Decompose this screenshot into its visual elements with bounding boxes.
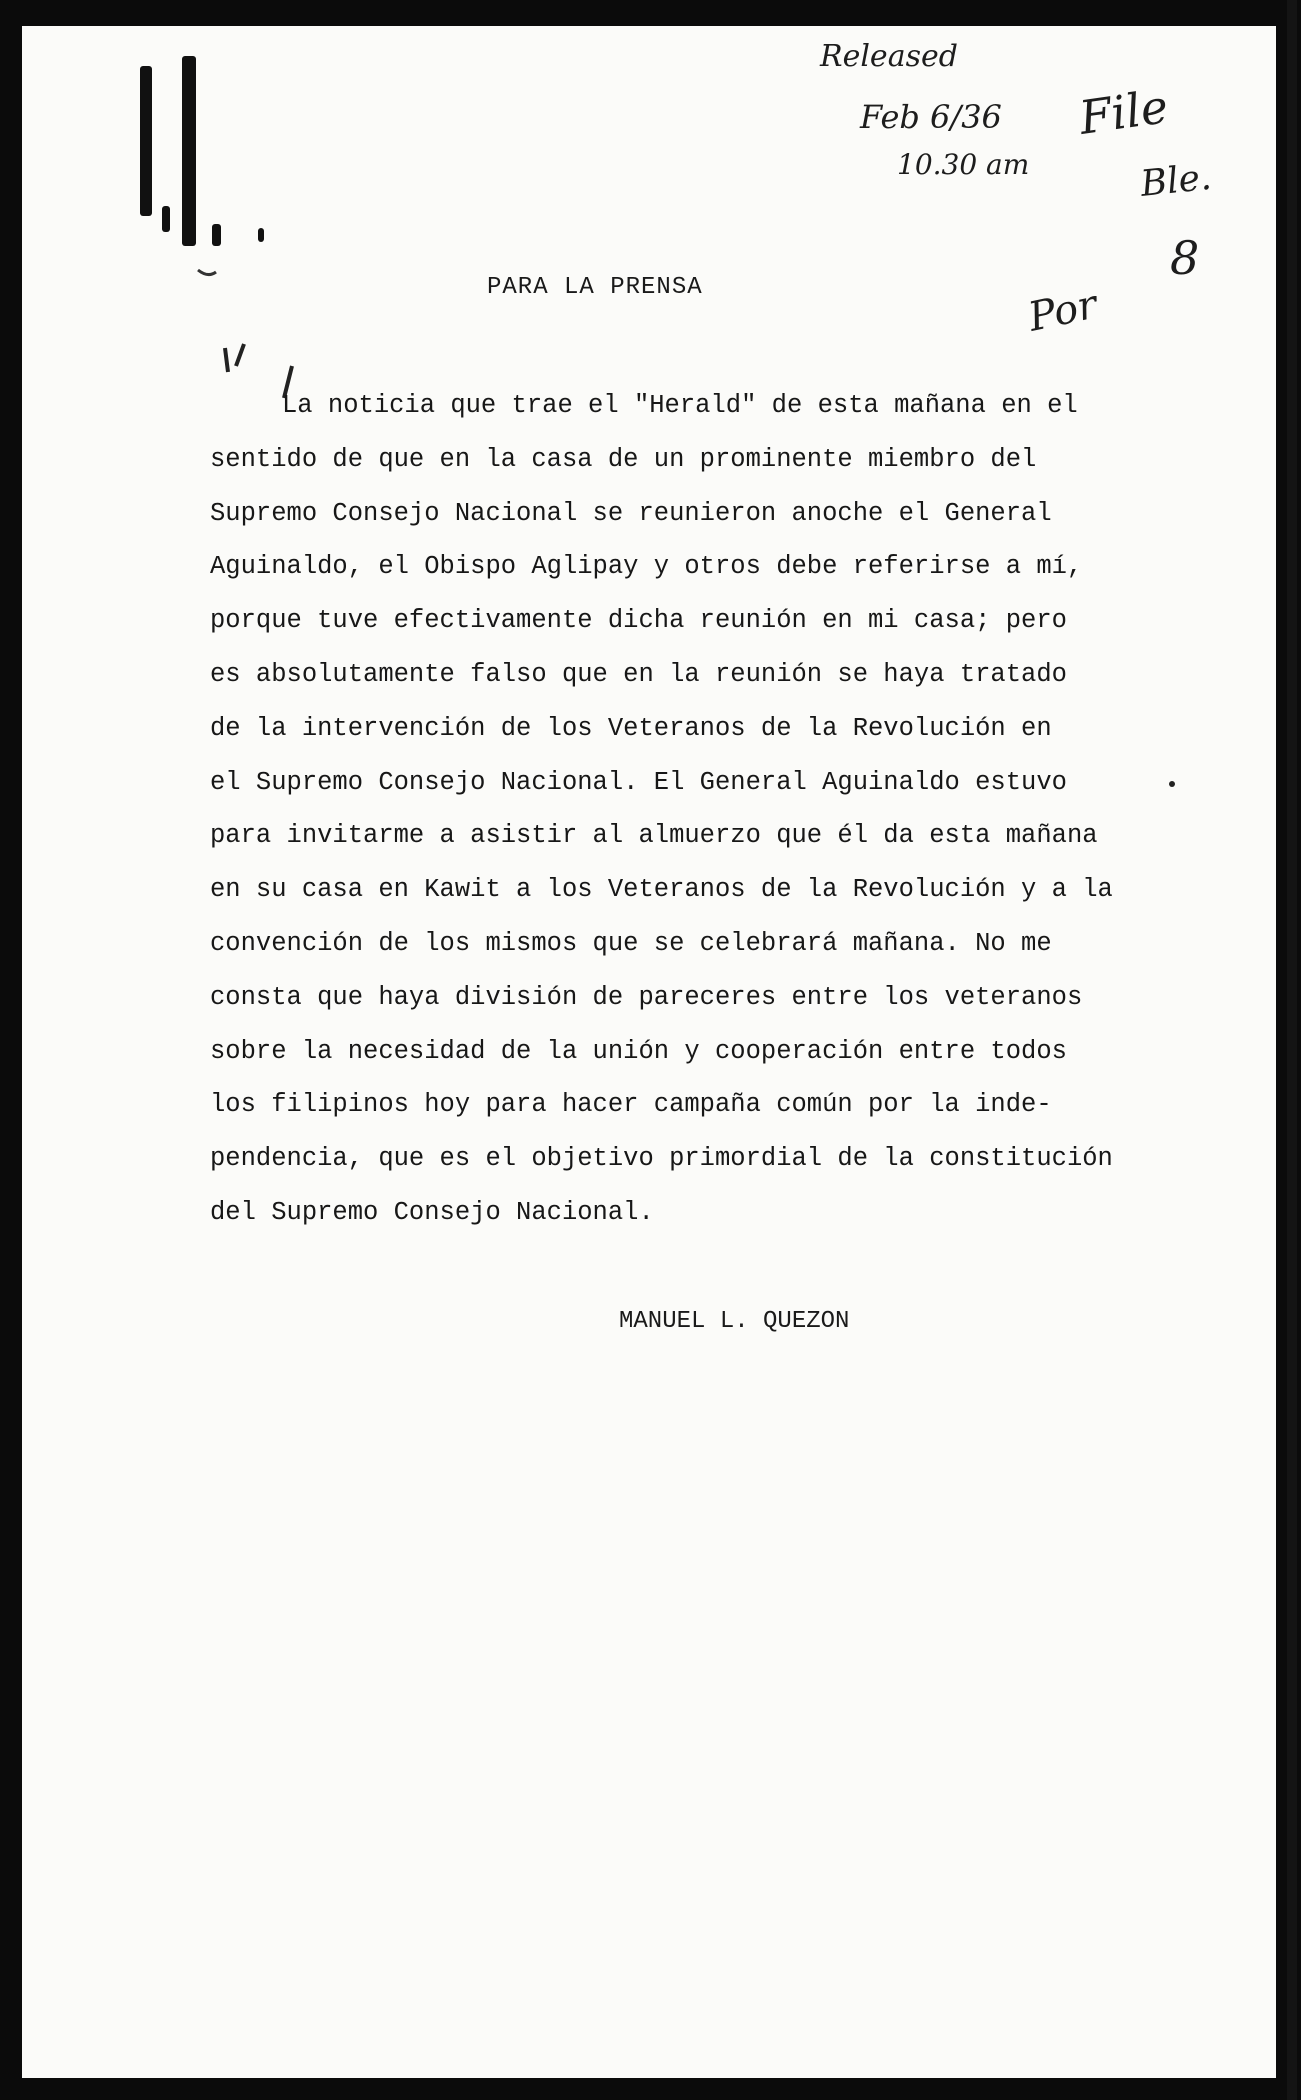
body-line: convención de los mismos que se celebrará mañana. No me <box>210 928 1052 958</box>
release-note-line1: Released <box>820 39 958 74</box>
body-line: es absolutamente falso que en la reunión se haya tratado <box>210 659 1067 689</box>
margin-note: Por <box>1024 281 1102 341</box>
body-line: Supremo Consejo Nacional se reunieron anoche el General <box>210 498 1052 528</box>
release-note-line3: 10.30 am <box>897 148 1030 181</box>
body-line: en su casa en Kawit a los Veteranos de la Revolución y a la <box>210 875 1113 905</box>
body-line: el Supremo Consejo Nacional. El General Aguinaldo estuvo <box>210 767 1067 797</box>
page-title: PARA LA PRENSA <box>487 274 703 301</box>
binding-mark <box>212 224 221 246</box>
body-line: consta que haya división de pareceres entre los veteranos <box>210 982 1083 1012</box>
body-line: para invitarme a asistir al almuerzo que él da esta mañana <box>210 821 1098 851</box>
binding-mark <box>140 66 152 216</box>
scan-border <box>1287 0 1297 2100</box>
body-line: sobre la necesidad de la unión y cooperación entre todos <box>210 1036 1067 1066</box>
body-line: los filipinos hoy para hacer campaña común por la inde- <box>210 1090 1052 1120</box>
body-line: del Supremo Consejo Nacional. <box>210 1197 654 1227</box>
binding-mark <box>162 206 170 232</box>
body-line: de la intervención de los Veteranos de la Revolución en <box>210 713 1052 743</box>
file-note-line2: Ble. <box>1138 156 1214 205</box>
binding-mark <box>182 56 196 246</box>
document-page <box>22 26 1276 2078</box>
body-line: pendencia, que es el objetivo primordial de la constitución <box>210 1144 1113 1174</box>
release-note-line2: Feb 6/36 <box>860 98 1002 136</box>
signature: MANUEL L. QUEZON <box>619 1308 850 1335</box>
body-line: La noticia que trae el "Herald" de esta mañana en el <box>282 391 1078 420</box>
stray-mark <box>198 270 216 275</box>
body-line: sentido de que en la casa de un prominente miembro del <box>210 444 1037 474</box>
file-note-line1: File <box>1076 79 1172 145</box>
body-line: Aguinaldo, el Obispo Aglipay y otros debe referirse a mí, <box>210 552 1083 582</box>
file-number: 8 <box>1170 231 1200 285</box>
binding-mark <box>258 228 264 242</box>
body-line: porque tuve efectivamente dicha reunión en mi casa; pero <box>210 606 1067 636</box>
press-release-body <box>210 379 1210 1240</box>
